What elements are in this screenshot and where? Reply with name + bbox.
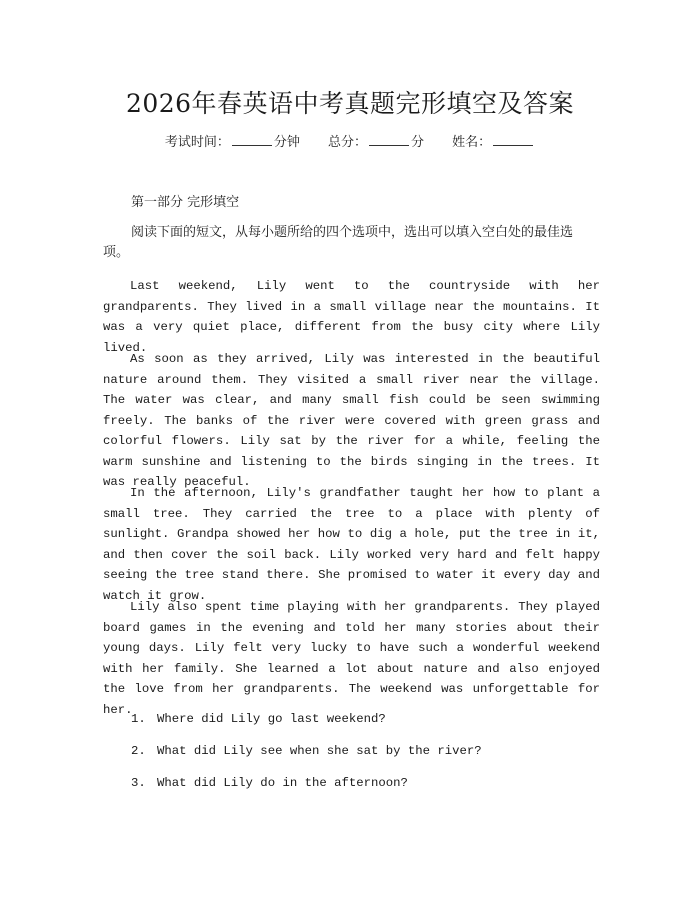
passage-paragraph-1: Last weekend, Lily went to the countryside with her grandparents. They lived in a small village near the mountains. It was a very quiet place, different from the busy city where Lily lived. xyxy=(103,279,600,355)
exam-time-blank xyxy=(232,133,272,146)
exam-score-label: 总分： xyxy=(327,135,367,150)
question-text: What did Lily do in the afternoon? xyxy=(157,776,408,790)
question-number: 3. xyxy=(131,776,146,790)
passage-paragraph-3: In the afternoon, Lily's grandfather taught her how to plant a small tree. They carried the tree to a place with plenty of sunlight. Grandpa showed her how to dig a hole, put the tree in it, and then cover the soil back. Lily worked very hard and felt happy seeing the tree stand there. She promised to water it every day and watch it grow. xyxy=(103,486,600,603)
student-name xyxy=(452,135,535,150)
passage-paragraph-4: Lily also spent time playing with her grandparents. They played board games in the evening and told her many stories about their young days. Lily felt very lucky to have such a wonderful weekend with her family. She learned a lot about nature and also enjoyed the love from her grandparents. The weekend was unforgettable for her. xyxy=(103,600,600,717)
exam-score xyxy=(328,135,424,150)
question-text: Where did Lily go last weekend? xyxy=(157,712,386,726)
exam-time xyxy=(165,135,300,150)
question-item xyxy=(131,712,386,726)
exam-meta-line xyxy=(0,131,700,150)
passage-paragraph-2: As soon as they arrived, Lily was interested in the beautiful nature around them. They visited a small river near the village. The water was clear, and many small fish could be seen swimming freely. The banks of the river were covered with green grass and colorful flowers. Lily sat by the river for a while, feeling the warm sunshine and listening to the birds singing in the trees. It was really peaceful. xyxy=(103,352,600,489)
student-name-blank xyxy=(493,133,533,146)
question-item xyxy=(131,744,482,758)
exam-time-label: 考试时间： xyxy=(164,135,230,150)
exam-time-unit: 分钟 xyxy=(273,135,300,150)
student-name-label: 姓名： xyxy=(452,135,492,150)
instruction-text: 阅读下面的短文，从每小题所给的四个选项中，选出可以填入空白处的最佳选项。 xyxy=(103,225,574,260)
page-title: 2026年春英语中考真题完形填空及答案 xyxy=(125,89,575,118)
section-heading: 第一部分 完形填空 xyxy=(131,195,240,210)
question-item xyxy=(131,776,408,790)
question-number: 2. xyxy=(131,744,146,758)
question-text: What did Lily see when she sat by the river? xyxy=(157,744,482,758)
exam-score-unit: 分 xyxy=(411,135,425,150)
question-number: 1. xyxy=(131,712,146,726)
exam-score-blank xyxy=(369,133,409,146)
